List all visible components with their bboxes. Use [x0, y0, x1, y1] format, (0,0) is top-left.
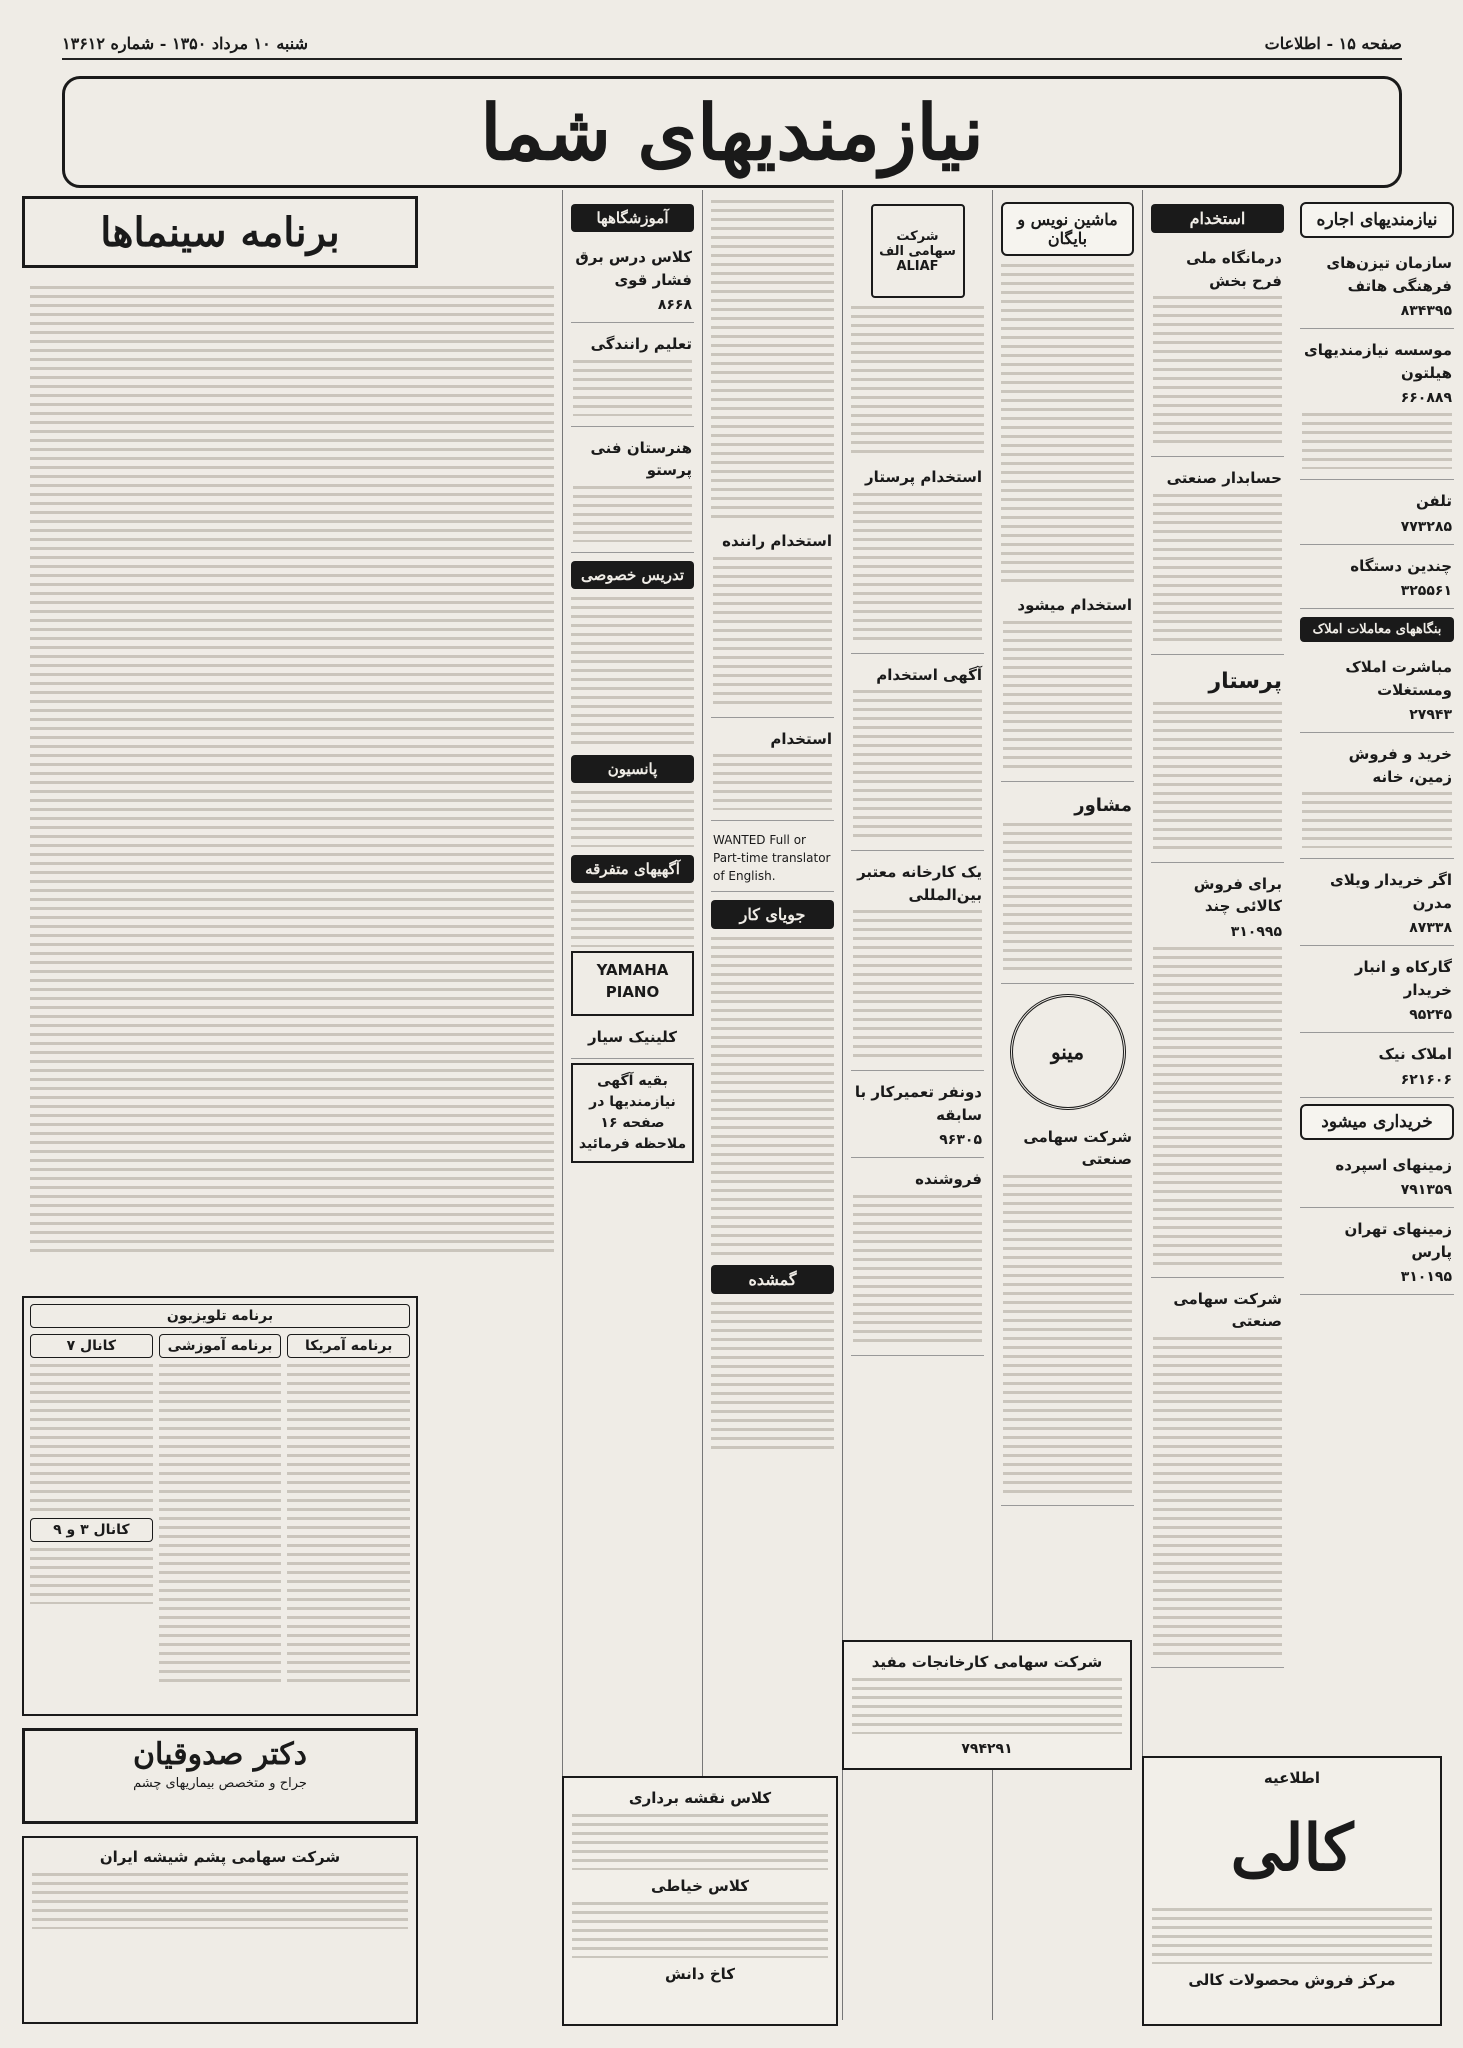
illegible-text [571, 891, 694, 947]
notice-footer: مرکز فروش محصولات کالی [1188, 1971, 1396, 1990]
ad-title: کلاس درس برق فشار قوی [575, 248, 692, 289]
alef-ad-1 [851, 460, 984, 654]
logo-text-en: ALIAF [896, 258, 939, 274]
survey-class-ad [562, 1776, 838, 2026]
sewing-class-title: کلاس خیاطی [651, 1877, 749, 1895]
illegible-text [30, 286, 554, 606]
doctor-ad [22, 1728, 418, 1824]
ad-title: هنرستان فنی پرستو [590, 438, 692, 479]
ad-title: شرکت سهامی صنعتی [1173, 1289, 1282, 1330]
illegible-text [853, 493, 982, 643]
jobseekers-ad-2 [711, 722, 834, 822]
buyers-heading: خریداری میشود [1300, 1104, 1454, 1140]
notice-heading: اطلاعیه [1263, 1769, 1321, 1787]
ad-title: استخدام پرستار [865, 468, 982, 486]
typists-ad-1 [1001, 588, 1134, 782]
kali-brand-logo: کالی [1230, 1811, 1354, 1886]
illegible-text [1003, 1175, 1132, 1495]
illegible-text [1001, 264, 1134, 584]
realestate-heading: بنگاههای معاملات املاک [1300, 617, 1454, 642]
illegible-text [853, 690, 982, 840]
ad-phone: ۹۶۳۰۵ [939, 1132, 982, 1148]
ad-phone: ۲۷۹۴۳ [1409, 707, 1452, 723]
alef-ad-5 [851, 1162, 984, 1356]
ad-title: خرید و فروش زمین، خانه [1348, 745, 1452, 786]
ad-title: درمانگاه ملی فرح بخش [1186, 249, 1282, 290]
illegible-text [287, 1364, 410, 1684]
realestate-ad-3 [1300, 863, 1454, 946]
rental-heading: نیازمندیهای اجاره [1300, 202, 1454, 238]
alef-ad-4 [851, 1075, 984, 1158]
ad-phone: ۷۷۳۲۸۵ [1400, 518, 1452, 535]
doctor-specialty: جراح و متخصص بیماریهای چشم [133, 1776, 307, 1791]
ad-phone: ۸۳۴۳۹۵ [1400, 303, 1452, 319]
realestate-ad-2 [1300, 737, 1454, 859]
ad-title: پرستار [1208, 668, 1282, 694]
buyers-ad-1 [1300, 1148, 1454, 1209]
continued-notice: بقیه آگهی نیازمندیها در صفحه ۱۶ ملاحظه فرمائید [571, 1063, 694, 1163]
cinema-listings [22, 276, 562, 1286]
ad-title: استخدام میشود [1017, 596, 1132, 614]
ad-phone: ۶۲۱۶۰۶ [1400, 1071, 1452, 1088]
column-employment [1142, 190, 1292, 2020]
issue-date: شنبه ۱۰ مرداد ۱۳۵۰ - شماره ۱۳۶۱۲ [62, 33, 308, 53]
ad-title: برای فروش کالائی چند [1193, 874, 1282, 915]
alef-ad-3 [851, 855, 984, 1071]
glasswool-company-ad [22, 1836, 418, 2024]
ad-phone: ۳۱۰۱۹۵ [1400, 1269, 1452, 1285]
illegible-text [30, 1548, 153, 1604]
educational-program-heading: برنامه آموزشی [159, 1334, 282, 1358]
clinic-ad [571, 1020, 694, 1060]
page-label: صفحه ۱۵ - اطلاعات [1264, 33, 1402, 53]
employment-ad-3 [1151, 659, 1284, 863]
typists-ad-2 [1001, 786, 1134, 984]
american-program [287, 1334, 410, 1688]
ad-title: چندین دستگاه [1350, 556, 1452, 575]
rental-ad-1 [1300, 246, 1454, 329]
illegible-text [1003, 823, 1132, 973]
employment-ad-1 [1151, 241, 1284, 457]
ad-title: مباشرت املاک ومستغلات [1345, 658, 1452, 699]
ad-title: YAMAHA PIANO [596, 960, 669, 1001]
rental-ad-3 [1300, 484, 1454, 545]
pension-heading: پانسیون [571, 755, 694, 783]
illegible-text [573, 486, 692, 542]
illegible-text [32, 1873, 408, 1929]
cinema-heading: برنامه سینماها [22, 196, 418, 268]
illegible-text [571, 597, 694, 747]
illegible-text [853, 910, 982, 1060]
buyers-ad-2 [1300, 1212, 1454, 1295]
ad-title: شرکت سهامی پشم شیشه ایران [99, 1848, 341, 1866]
classes-heading: آموزشگاهها [571, 204, 694, 232]
realestate-ad-5 [1300, 1037, 1454, 1098]
ad-title: اگر خریدار ویلای مدرن [1330, 871, 1452, 912]
illegible-text [1153, 947, 1282, 1267]
column-jobseekers [702, 190, 842, 2020]
ad-title: دونفر تعمیرکار با سابقه [854, 1083, 982, 1124]
ad-title: شرکت سهامی صنعتی [1023, 1127, 1132, 1168]
ad-title: تلفن [1415, 492, 1452, 510]
ad-title: استخدام [770, 729, 832, 748]
alef-company-logo [871, 204, 965, 298]
illegible-text [572, 1902, 828, 1958]
illegible-text [853, 1195, 982, 1345]
channel-7-program [30, 1334, 153, 1688]
ad-title: استخدام راننده [722, 532, 832, 550]
ad-title: آگهی استخدام [876, 665, 982, 684]
channel-3-9-heading: کانال ۳ و ۹ [30, 1518, 153, 1542]
illegible-text [1003, 621, 1132, 771]
ad-title: زمینهای تهران پارس [1344, 1220, 1452, 1261]
tutoring-heading: تدریس خصوصی [571, 561, 694, 589]
illegible-text [30, 1364, 153, 1514]
jobseekers-ad-1 [711, 524, 834, 718]
illegible-text [1153, 494, 1282, 644]
sewing-class-subtitle: کاخ دانش [664, 1965, 736, 1983]
ad-title: شرکت سهامی کارخانجات مفید [871, 1653, 1103, 1671]
employment-ad-5 [1151, 1282, 1284, 1668]
mofid-company-ad [842, 1640, 1132, 1770]
doctor-name: دکتر صدوقیان [133, 1737, 307, 1772]
employment-heading: استخدام [1151, 204, 1284, 233]
illegible-text [713, 557, 832, 707]
ad-title: گارکاه و انبار خریدار [1354, 958, 1452, 999]
ad-phone: ۶۶۰۸۸۹ [1400, 390, 1452, 406]
illegible-text [851, 306, 984, 456]
illegible-text [711, 200, 834, 520]
classes-ad-1 [571, 240, 694, 323]
wanted-english-ad: WANTED Full or Part-time translator of English. [711, 825, 834, 892]
ad-phone: ۸۷۳۳۸ [1409, 920, 1452, 936]
rental-ad-4 [1300, 549, 1454, 610]
ad-phone: ۳۱۰۹۹۵ [1230, 923, 1282, 940]
employment-ad-4 [1151, 867, 1284, 1278]
typists-heading: ماشین نویس و بایگان [1001, 202, 1134, 256]
realestate-ad-4 [1300, 950, 1454, 1033]
alef-ad-2 [851, 658, 984, 852]
classes-ad-2 [571, 327, 694, 427]
illegible-text [573, 360, 692, 416]
ad-title: کلاس نقشه برداری [628, 1789, 772, 1807]
illegible-text [572, 1814, 828, 1870]
channel-7-heading: کانال ۷ [30, 1334, 153, 1358]
yamaha-piano-ad [571, 951, 694, 1016]
classes-ad-3 [571, 431, 694, 553]
misc-heading: آگهیهای متفرقه [571, 855, 694, 883]
tv-columns [30, 1334, 410, 1688]
ad-phone: ۹۵۲۴۵ [1409, 1007, 1452, 1023]
ad-title: کلینیک سیار [588, 1027, 677, 1046]
illegible-text [1302, 413, 1452, 469]
illegible-text [713, 754, 832, 810]
ad-title: تعلیم رانندگی [590, 335, 692, 353]
ad-title: موسسه نیازمندیهای هیلتون [1303, 341, 1452, 382]
illegible-text [1302, 792, 1452, 848]
page-header-bar [62, 28, 1402, 60]
tv-heading: برنامه تلویزیون [30, 1304, 410, 1328]
ad-phone: ۸۶۶۸ [657, 297, 692, 313]
ad-title: حسابدار صنعتی [1166, 469, 1282, 487]
illegible-text [571, 791, 694, 847]
masthead: نیازمندیهای شما [62, 76, 1402, 188]
typists-ad-3 [1001, 1120, 1134, 1506]
ad-title: فروشنده [915, 1170, 982, 1188]
logo-text-fa: شرکت سهامی الف [879, 228, 956, 259]
kali-notice [1142, 1756, 1442, 2026]
illegible-text [30, 934, 554, 1254]
tv-program-panel [22, 1296, 418, 1716]
educational-program [159, 1334, 282, 1688]
illegible-text [30, 610, 554, 930]
ad-title: املاک نیک [1378, 1045, 1452, 1063]
column-classes [562, 190, 702, 2020]
ad-phone: ۷۹۱۳۵۹ [1400, 1182, 1452, 1198]
illegible-text [711, 937, 834, 1257]
illegible-text [159, 1364, 282, 1684]
ad-title: یک کارخانه معتبر بین‌المللی [857, 863, 982, 904]
ad-title: مشاور [1074, 794, 1132, 816]
illegible-text [1153, 702, 1282, 852]
ad-title: سازمان تیزن‌های فرهنگی هاتف [1326, 254, 1452, 295]
lost-heading: گمشده [711, 1265, 834, 1294]
column-rentals [1292, 190, 1462, 2020]
illegible-text [1153, 1337, 1282, 1657]
jobseekers-heading: جویای کار [711, 900, 834, 929]
ad-title: زمینهای اسپرده [1335, 1155, 1452, 1174]
american-program-heading: برنامه آمریکا [287, 1334, 410, 1358]
minoo-seal-logo: مینو [1010, 994, 1126, 1110]
ad-phone: ۷۹۴۲۹۱ [961, 1741, 1013, 1757]
illegible-text [711, 1302, 834, 1452]
employment-ad-2 [1151, 461, 1284, 655]
realestate-ad-1 [1300, 650, 1454, 733]
illegible-text [1152, 1908, 1432, 1964]
ad-phone: ۳۲۵۵۶۱ [1400, 583, 1452, 599]
illegible-text [1153, 296, 1282, 446]
rental-ad-2 [1300, 333, 1454, 480]
illegible-text [852, 1678, 1122, 1734]
